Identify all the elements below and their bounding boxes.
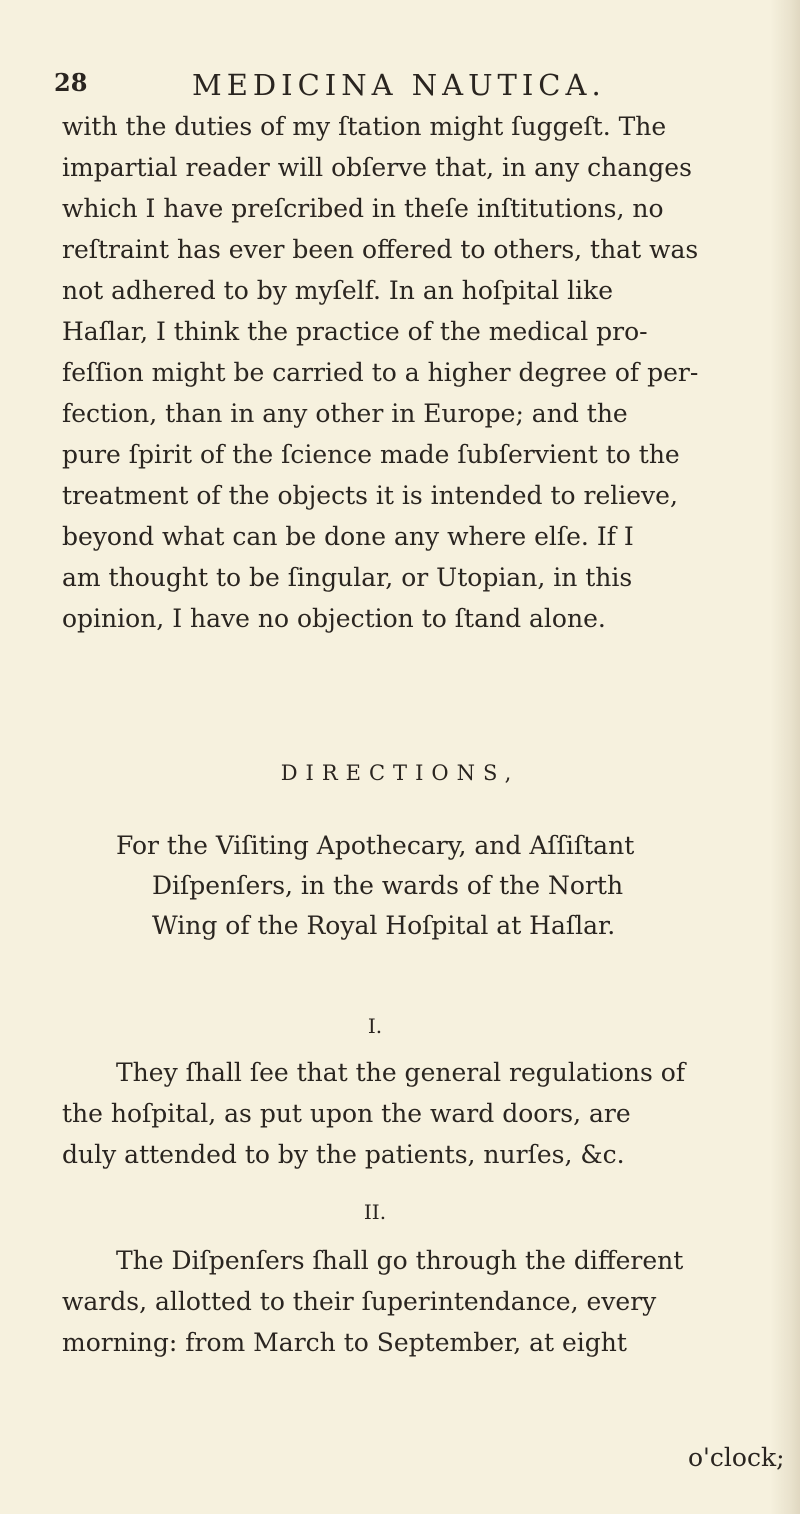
article-number-2: II. [363, 1200, 387, 1224]
article-line: wards, allotted to their ſuperintendance, every [62, 1287, 657, 1316]
section-subheading [116, 826, 736, 946]
text-line: am thought to be ſingular, or Utopian, in this [62, 563, 633, 592]
article-2-text [62, 1240, 762, 1363]
text-line: with the duties of my ſtation might ſuggeſt. The [62, 112, 667, 141]
subheading-line: Diſpenſers, in the wards of the North [152, 871, 624, 900]
text-line: which I have preſcribed in theſe inſtitutions, no [62, 194, 664, 223]
page-number: 28 [54, 68, 88, 97]
text-line: impartial reader will obſerve that, in any changes [62, 153, 692, 182]
article-line: the hoſpital, as put upon the ward doors, are [62, 1099, 631, 1128]
text-line: fection, than in any other in Europe; and the [62, 399, 628, 428]
text-line: treatment of the objects it is intended to relieve, [62, 481, 678, 510]
text-line: reſtraint has ever been offered to others, that was [62, 235, 699, 264]
text-line: feſſion might be carried to a higher degree of per- [62, 358, 699, 387]
text-line: Haſlar, I think the practice of the medical pro- [62, 317, 648, 346]
catchword: o'clock; [688, 1443, 785, 1472]
running-title: MEDICINA NAUTICA. [192, 68, 606, 102]
subheading-line: Wing of the Royal Hoſpital at Haſlar. [152, 911, 616, 940]
article-line: duly attended to by the patients, nurſes, &c. [62, 1140, 625, 1169]
text-line: not adhered to by myſelf. In an hoſpital like [62, 276, 614, 305]
text-line: beyond what can be done any where elſe. If I [62, 522, 634, 551]
text-line: opinion, I have no objection to ſtand alone. [62, 604, 606, 633]
article-line: They ſhall ſee that the general regulations of [116, 1058, 686, 1087]
section-heading: DIRECTIONS, [280, 761, 520, 785]
article-number-1: I. [367, 1014, 383, 1038]
text-line: pure ſpirit of the ſcience made ſubſervient to the [62, 440, 680, 469]
subheading-line: For the Viſiting Apothecary, and Aſſiſtant [116, 831, 635, 860]
article-line: The Diſpenſers ſhall go through the different [116, 1246, 684, 1275]
article-line: morning: from March to September, at eight [62, 1328, 627, 1357]
opening-paragraph [62, 106, 762, 639]
article-1-text [62, 1052, 762, 1175]
